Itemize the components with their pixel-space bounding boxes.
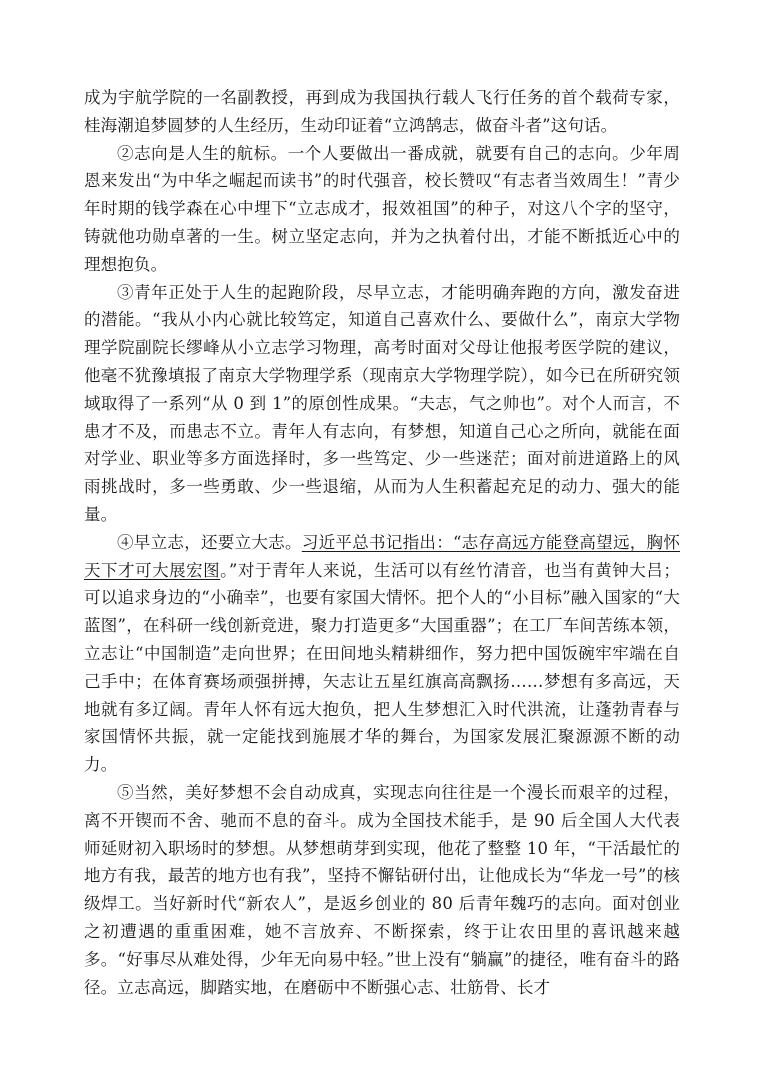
paragraph-5: ⑤当然，美好梦想不会自动成真，实现志向往往是一个漫长而艰辛的过程，离不开锲而不舍、驰而不息的奋斗。成为全国技术能手，是 90 后全国人大代表师延财初入职场时的梦想。从梦想萌芽到实现，他花了整整 10 年，“干活最忙的地方有我，最苦的地方也有我”，坚持不懈钻研付出，让他成长为“华龙一号”的核级焊工。当好新时代“新农人”，是返乡创业的 80 后青年魏巧的志向。面对创业之初遭遇的重重困难，她不言放弃、不断探索，终于让农田里的喜讯越来越多。“好事尽从难处得，少年无向易中轻。”世上没有“躺赢”的捷径，唯有奋斗的路径。立志高远，脚踏实地，在磨砺中不断强心志、壮筋骨、长才 [84,782,680,997]
paragraph-4-rest: 。”对于青年人来说，生活可以有丝竹清音，也当有黄钟大吕；可以追求身边的“小确幸”，也要有家国大情怀。把个人的“小目标”融入国家的“大蓝图”，在科研一线创新竞进，聚力打造更多“大国重器”；在工厂车间苦练本领，立志让“中国制造”走向世界；在田间地头精耕细作，努力把中国饭碗牢牢端在自己手中；在体育赛场顽强拼搏，矢志让五星红旗高高飘扬……梦想有多高远，天地就有多辽阔。青年人怀有远大抱负，把人生梦想汇入时代洪流，让蓬勃青春与家国情怀共振，就一定能找到施展才华的舞台，为国家发展汇聚源源不断的动力。 [84,560,680,775]
paragraph-4-lead: ④早立志，还要立大志。 [117,532,302,552]
paragraph-2: ②志向是人生的航标。一个人要做出一番成就，就要有自己的志向。少年周恩来发出“为中华之崛起而读书”的时代强音，校长赞叹“有志者当效周生！”青少年时期的钱学森在心中埋下“立志成才，报效祖国”的种子，对这八个字的坚守，铸就他功勋卓著的一生。树立坚定志向，并为之执着付出，才能不断抵近心中的理想抱负。 [84,143,680,274]
paragraph-intro: 成为宇航学院的一名副教授，再到成为我国执行载人飞行任务的首个载荷专家，桂海潮追梦圆梦的人生经历，生动印证着“立鸿鹄志，做奋斗者”这句话。 [84,88,680,135]
paragraph-4 [84,529,680,779]
article-body [84,84,680,1001]
paragraph-3: ③青年正处于人生的起跑阶段，尽早立志，才能明确奔跑的方向，激发奋进的潜能。“我从小内心就比较笃定，知道自己喜欢什么、要做什么”，南京大学物理学院副院长缪峰从小立志学习物理，高考时面对父母让他报考医学院的建议，他毫不犹豫填报了南京大学物理学系（现南京大学物理学院），如今已在所研究领域取得了一系列“从 0 到 1”的原创性成果。“夫志，气之帅也”。对个人而言，不患才不及，而患志不立。青年人有志向，有梦想，知道自己心之所向，就能在面对学业、职业等多方面选择时，多一些笃定、少一些迷茫；面对前进道路上的风雨挑战时，多一些勇敢、少一些退缩，从而为人生积蓄起充足的动力、强大的能量。 [84,282,680,524]
underlined-quote: 习近平总书记指出：“志存高远方能登高望远，胸怀天下才可大展宏图 [84,532,680,580]
